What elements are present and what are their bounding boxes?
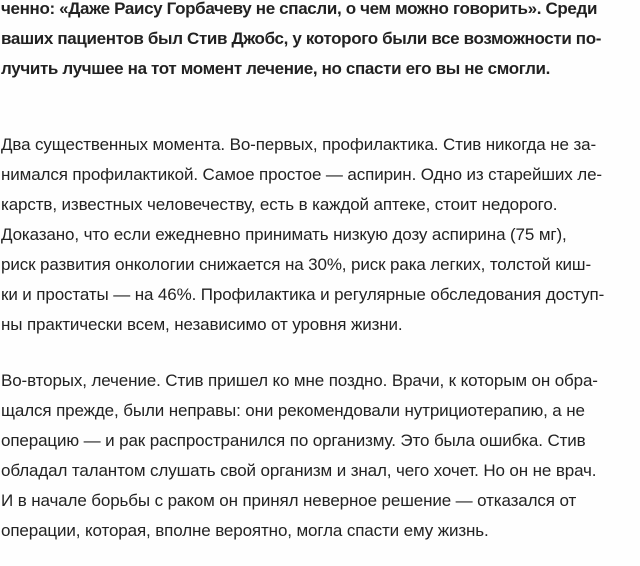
paragraph-line: ки и простаты — на 46%. Профилактика и регулярные обследования доступ- [1, 285, 605, 304]
paragraph-line: ны практически всем, независимо от уровня жизни. [1, 315, 403, 334]
paragraph-line: Доказано, что если ежедневно принимать низкую дозу аспирина (75 мг), [1, 225, 567, 244]
question-line: ченно: «Даже Раису Горбачеву не спасли, о чем можно говорить». Среди [1, 0, 598, 18]
paragraph-line: Два существенных момента. Во-первых, профилактика. Стив никогда не за- [1, 135, 597, 154]
answer-paragraph-1 [1, 130, 604, 340]
paragraph-line: щался прежде, были неправы: они рекомендовали нутрициотерапию, а не [1, 401, 585, 420]
question-line: лучить лучшее на тот момент лечение, но спасти его вы не смогли. [1, 59, 551, 78]
paragraph-line: карств, известных человечеству, есть в каждой аптеке, стоит недорого. [1, 195, 558, 214]
paragraph-line: риск развития онкологии снижается на 30%, риск рака легких, толстой киш- [1, 255, 591, 274]
interview-question [1, 0, 601, 84]
paragraph-line: операции, которая, вполне вероятно, могла спасти ему жизнь. [1, 521, 489, 540]
paragraph-line: Во-вторых, лечение. Стив пришел ко мне поздно. Врачи, к которым он обра- [1, 371, 598, 390]
answer-paragraph-2 [1, 366, 598, 546]
paragraph-line: нимался профилактикой. Самое простое — аспирин. Одно из старейших ле- [1, 165, 602, 184]
paragraph-line: операцию — и рак распространился по организму. Это была ошибка. Стив [1, 431, 586, 450]
paragraph-line: И в начале борьбы с раком он принял неверное решение — отказался от [1, 491, 577, 510]
paragraph-line: обладал талантом слушать свой организм и знал, чего хочет. Но он не врач. [1, 461, 597, 480]
question-line: ваших пациентов был Стив Джобс, у которого были все возможности по- [1, 29, 602, 48]
